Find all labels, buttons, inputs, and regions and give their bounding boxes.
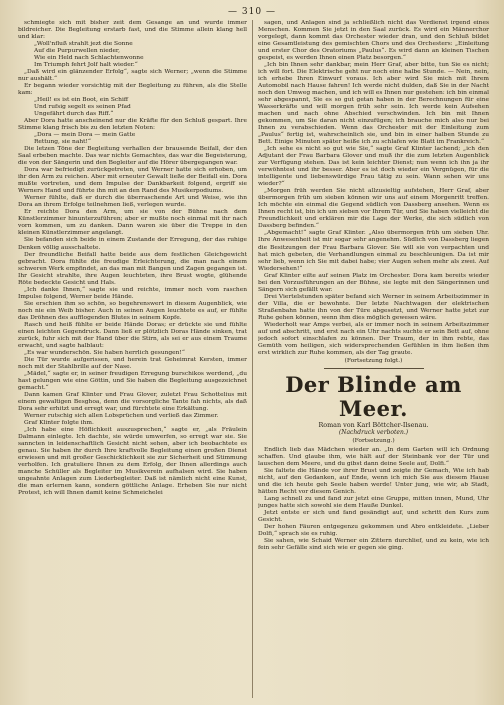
text-paragraph: Die letzen Töne der Begleitung verhallen der brausende Beifall, der den Saal erbeben machte. Das war nichts Gemachtes, das war die Begeisterung, die von der Sängerin und den Begleiter auf die Hörer übergegangen war. bbox=[18, 146, 247, 167]
reprint-notice: (Nachdruck verboten.) bbox=[338, 428, 409, 436]
left-column bbox=[18, 20, 247, 700]
text-paragraph: Sie faltete die Hände vor ihrer Brust und zeigte ihr Gemach, Wie ich hab nicht, auf den Gedanken, auf Ende, wenn ich mich Sie aus diesem Hause und die ich heute geh Seele haben werde! Unter jung, wie wir, ab Stadt, hätten Recht vor diesem Genich. bbox=[258, 467, 489, 495]
verse-line: „Dora — mein Dora — mein Gatte bbox=[34, 132, 136, 139]
text-paragraph: Graf Klinter folgte ihm. bbox=[24, 419, 94, 426]
text-paragraph: Er reichte Dora den Arm, um sie von der Bühne nach dem Künstlerzimmer hinunterzuführen; aber er mußte noch einmal mit ihr nach vorn kommen, um zu danken. Dann waren sie über die Treppe in den kleinen Künstlerzimmer angelangt. bbox=[18, 209, 247, 237]
text-paragraph: sagen, und Anlagen sind ja schließlich nicht das Verdienst irgend eines Menschen. Kommen Sie jetzt in den Saal zurück. Es wird ein Männerchor vorgelegt, dann kommt das Orchester wieder dran, und den Schluß bildet eine Gesamtleistung des gemischten Chors und des Orchesters: „Einleitung und erster Chor des Oratoriums „Paulus“. Es wird dann an kleinen Tischen gespeist, es werden Ihnen einen Platz besorgen.“ bbox=[258, 20, 489, 62]
story-title: Der Blinde am Meer. bbox=[285, 371, 462, 421]
verse-line: Im Triumph fehrt Jolf halt wieder.“ bbox=[34, 62, 138, 69]
verse-line: Und rufsig segelt es seinen Pfad bbox=[34, 104, 131, 111]
text-paragraph: Wiederholt war Amps verbei, als er immer noch in seinem Arbeitszimmer auf und abschritt, und erst nach ein Uhr nachts suchte er sein Bett auf, ohne jedoch sofort einschlafen zu können. Der Traum, der in ihm rebte, das Gemüth vom heiligen, sich widersprechenden Gefühlen in ihm ließen ihm erst wirklich zur Ruhe kommen, als der Tag graute. bbox=[258, 321, 489, 356]
text-paragraph: „Ich bin Ihnen sehr dankbar, mein Herr Graf, aber bitte, tun Sie es nicht; ich will fort. Die Elektrische geht nur noch eine halbe Stunde. — Nein, nein, ich erhebe Ihren Einwurf voraus. Ich aber wird Sie mich mit Ihrem Automobil nach Hause fahren! Ich werde nicht dulden, daß Sie in der Nacht noch den Umweg machen, und ich will es Ihnen nur gestehen: ich bin einmal sehr abgespannt, Sie es so gut getan haben in der Berechnungen für eine Wasserkräfte und will morgen früh sehr sein. Ich werde kein Aufsehen machen und nach ohne Abschied verschwinden. Ich bin mit Ihnen gekommen, um Sie daran nicht einzufügen; ich brauche mich also nur bei Ihnen zu verabschieden. Wenn das Orchester mit der Einleitung zum „Paulus“ fertig ist, wahrscheinlich sie, und bin in einer halben Stunde zu Bett. Einige Minuten später heiße ich zu schlafen wie Blatt im Frankreich.“ bbox=[258, 62, 489, 146]
continuation-note: (Fortsetzung.) bbox=[352, 437, 395, 444]
text-paragraph: Der hohen Fäuren entgegenzu gekommen und Abro entkleidete. „Lieber Dolfi,“ sprach sie es ruhig. bbox=[258, 523, 489, 537]
text-paragraph: „Mädel,“ sagte er, in seiner freudigen Erregung burschikos werdend, „du hast gelungen wie eine Göttin, und Sie haben die Begleitung ausgezeichnet gemacht.“ bbox=[18, 370, 247, 391]
text-paragraph: „Ich sehe es nicht so gut wie Sie,“ sagte Graf Klinter lachend; „ich den Adjutant der Frau Barbara Glover und muß ihr die zum letzten Augenblick zur Verfügung stehen. Das ist kein leichter Dienst; nun wenn ich ihn ja ihr verwöhntest und ihr besser. Aber es ist doch wieder ein Vergnügen, für die intelligente und liebenswürdige Frau tätig zu sein. Wann sehen wir uns wieder?“ bbox=[258, 146, 489, 188]
text-paragraph: Sie befanden sich beide in einem Zustande der Erregung, der das ruhige Denken völlig ausschaltete. bbox=[18, 237, 247, 251]
column-divider bbox=[252, 20, 253, 698]
text-paragraph: Aber Dora hatte anscheinend nur die Kräfte für den Schluß gespart. Ihre Stimme klang frisch bis zu den letzten Noten: bbox=[18, 118, 247, 132]
text-paragraph: Dora war befriedigt zurückgetreten, und Werner hatte sich erhoben, um ihr den Arm zu reichen. Aber mit erneuter Gewalt ließe der Beifall ein. Dora mußte vortreten, und dem Impulse der Dankbarkeit folgend, ergriff sie Werners Hand und führte ihn mit an den Rand des Musikerpodiums. bbox=[18, 167, 247, 195]
verse-line: Ungefährt durch das Riff.“ bbox=[34, 111, 114, 118]
text-paragraph: „Ich danke Ihnen,“ sagte sie und reichte, immer noch vom raschen Impulse folgend, Werner beide Hände. bbox=[18, 286, 247, 300]
verse-line: „Heil! es ist ein Boot, ein Schiff bbox=[34, 97, 129, 104]
text-paragraph: Die Tür wurde aufgerissen, und herein trat Geheimrat Kersten, immer noch mit der Stahlbrille auf der Nase. bbox=[18, 356, 247, 370]
continuation-note: (Fortsetzung folgt.) bbox=[344, 357, 403, 364]
text-paragraph: Der freundliche Beifall hatte beide aus dem festlichen Gleichgewicht gebracht. Dora fühlte die freudige Erleichterung, die man nach einem schweren Werk empfindet, an das man mit Bangen und Zagen gegangen ist. Ihr Gesicht strahlte, ihre Augen leuchteten, ihre Brust wogte, glühende Röte bedeckte Gesicht und Hals. bbox=[18, 251, 247, 286]
verse-line: Auf die Purpurwellen nieder, bbox=[34, 48, 120, 55]
text-paragraph: Werner fühlte, daß er durch die überraschende Art und Weise, wie ihn Dora an ihrem Erfolge teilnehmen ließ, verlegen wurde. bbox=[18, 195, 247, 209]
text-paragraph: Lang schnell zu und fand zur jetzt eine Gruppe, mitten innen, Mund, Uhr junges hatte sich sowohl sie dem Hauße Dunkel. bbox=[258, 495, 489, 509]
section-rule bbox=[324, 368, 424, 369]
text-paragraph: Sie erschien ihm so schön, so begehrenswert in diesem Augenblick, wie noch nie ein Weib bisher. Auch in seinen Augen leuchtete es auf, er fühlte das Dröhnen des aufflogenden Blutes in seinem Kopfe. bbox=[18, 300, 247, 321]
text-paragraph: „Es war wunderschön. Sie haben herrlich gesungen!“ bbox=[24, 349, 185, 356]
text-paragraph: Endlich lieb das Mädchen wieder an. „In dem Garten will ich Ordnung schaffen. Und glaube ihm, wie hält auf der Steinbank vor der Tür und lauschen dem Meere, und du gibst dann deine Seele auf, Dolfi.“ bbox=[258, 446, 489, 467]
page-number: — 310 — bbox=[228, 7, 276, 17]
text-paragraph: Drei Viertelstunden später befand sich Werner in seinem Arbeitszimmer in der Villa, die er bewohnte. Der letzte Nachtwagen der elektrischen Straßenbahn hatte ihn von der Türe abgesetzt, und Werner hatte jetzt zur Ruhe gehen können, wenn ihm dies möglich gewesen wäre. bbox=[258, 293, 489, 321]
text-paragraph: Dann kamen Graf Klinter und Frau Glover, zuletzt Frau Schottelius mit einem gewaltigen Besghoa, denn die vorsorgliche Tante fah nichts, als daß Dora sehr erhitzt und erregt war, und fürchtete eine Erkältung. bbox=[18, 391, 247, 412]
right-column bbox=[258, 20, 489, 700]
text-paragraph: Rasch und heiß fühlte er beide Hände Doras; er drückte sie und fühlte einen leichten Gegendruck. Dann ließ er plötzlich Doras Hände sinken, trat zurück, fuhr sich mit der Hand über die Stirn, als sei er aus einem Traume erwacht, und sagte halblaut: bbox=[18, 321, 247, 349]
text-paragraph: Werner rutschig sich allen Lobsprüchen und verließ das Zimmer. bbox=[24, 412, 219, 419]
text-paragraph: Graf Klinter eilte auf seinen Platz im Orchester. Dora kam bereits wieder bei den Vorzusführungen an der Bühne, sie legte mit den Sängerinnen und Sängern sich gefällt war. bbox=[258, 272, 489, 293]
text-paragraph: Er begann wieder vorsichtig mit der Begleitung zu führen, als die Stelle kam: bbox=[18, 83, 247, 97]
text-paragraph: „Ich habe eine Höflichkeit auszusprechen,“ sagte er, „als Fräulein Dalmann einlegte. Ich dachte, sie würde umwerfen, so erregt war sie. Sie sanncten in leidenschaftlich Gesicht nicht sehen, aber ich beobachtete es genau. Sie haben ihr durch Ihre kraftvolle Begleitung einen großen Dienst erwiesen und mit großer Geschicklichkeit sie zur Sicherheit und Stimmung verholfen. Ich gratuliere Ihnen zu dem Erfolg, der Ihnen allerdings auch manche Schüller als Begleiter im Musikverein aufhalsen wird. Sie haben ungeahnte Anlagen zum Liederbegleiter. Daß ist nämlich nicht eine Kunst, die man erlernen kann, sondern göttliche Anlage. Erheben Sie nur nicht Protest, ich will Ihnen damit keine Schmeichelei bbox=[18, 426, 247, 497]
text-paragraph: schmiegte sich mit bisher zeit dem Gesange an und wurde immer bildreicher. Die Begleitung erstarb fast, und die Stimme allein klang hell und klar: bbox=[18, 20, 247, 41]
text-paragraph: „Abgemacht!“ sagte Graf Klinter. „Also übermorgen früh um sieben Uhr. Ihre Anwesenheit ist mir sogar sehr angenehm. Südlich von Dassberg liegen die Besitzungen der Frau Barbara Glover. Sie will sie von verpachten und hat mich gebeten, die Verhandlungen einmal zu beschleunigen. Da ist mir sehr lieb, wenn ich Sie mit dabei habe; vier Augen sehen mehr als zwei. Auf Wiedersehen!“ bbox=[258, 230, 489, 272]
verse-line: „Woll'nfluß strahlt jezt die Sonne bbox=[34, 41, 133, 48]
text-paragraph: Jetzt entste er sich und fand gesändigt auf, und schritt den Kurs zum Gesicht. bbox=[258, 509, 489, 523]
text-paragraph: „Morgen früh werden Sie nicht allzusieltig aufstehen, Herr Graf, aber übermorgen früh um sieben können wir uns auf einem Morgenritt treffen. Ich möchte ein einmal die Gegend südlich von Dassberg ansehen. Wenn es Ihnen recht ist, bin ich um sieben vor Ihrem Tür, und Sie haben vielleicht die Freundlichkeit und erklären mir die Lage der Werke, die sich südlich von Dassberg befinden.“ bbox=[258, 188, 489, 230]
story-byline: Roman von Karl Böttcher-Ilsenau. bbox=[318, 420, 429, 429]
text-paragraph: Sie sahen, wie Schaid Werner ein Zittern durchlief, und zu kein, wie ich fein sehr Gefälle sind sich wie er gegen sie ging. bbox=[258, 537, 489, 551]
text-paragraph: „Daß wird ein glänzender Erfolg“, sagte sich Werner; „wenn die Stimme nur aushält.“ bbox=[18, 69, 247, 83]
verse-line: Rettung, sie naht!“ bbox=[34, 139, 91, 146]
verse-line: Wie ein Held nach Schlachtenwonne bbox=[34, 55, 144, 62]
